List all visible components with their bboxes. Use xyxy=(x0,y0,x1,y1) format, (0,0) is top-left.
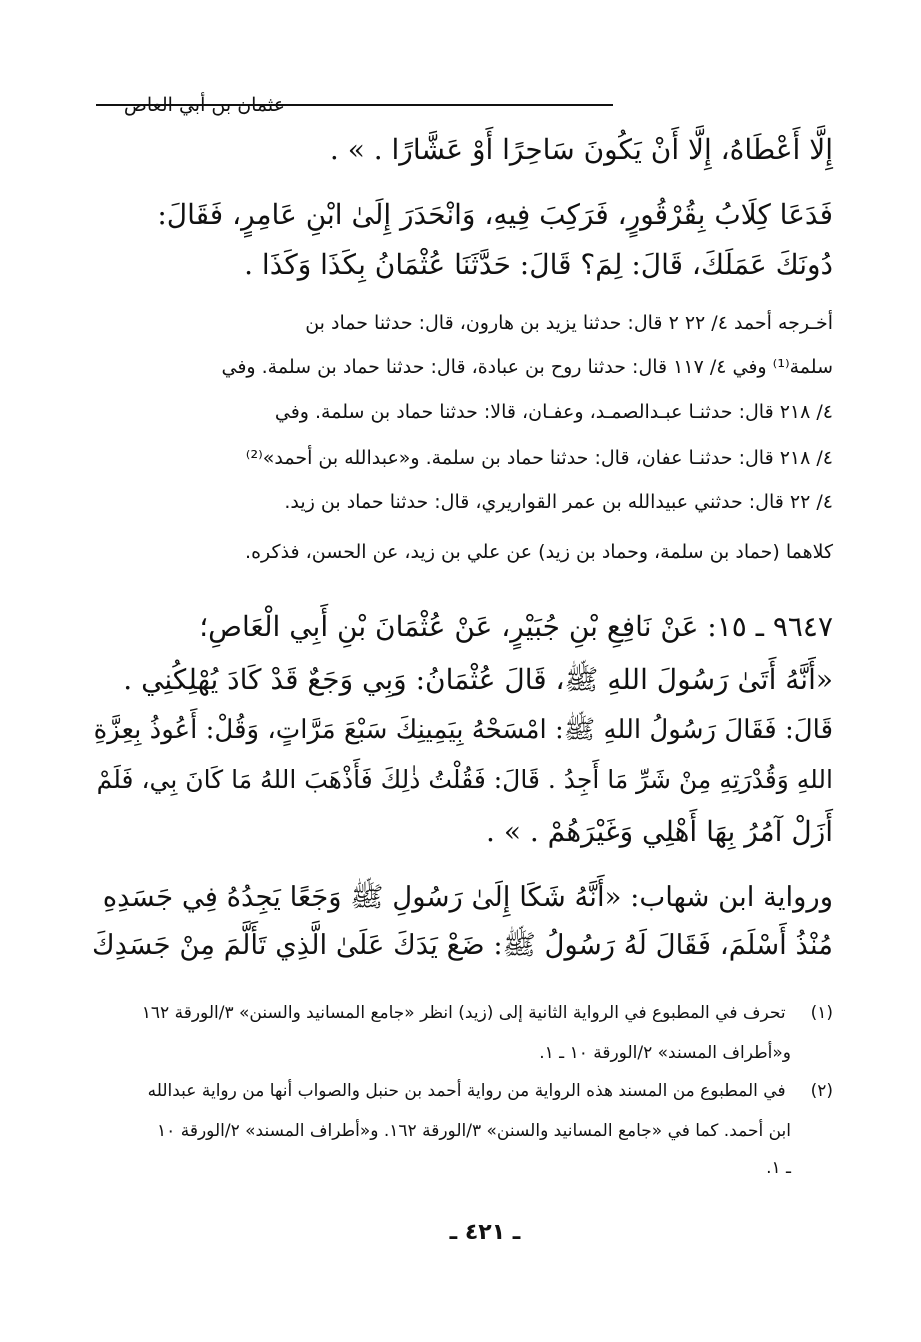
hadith-line: أَزَلْ آمُرُ بِهَا أَهْلِي وَغَيْرَهُمْ . » . xyxy=(486,815,833,848)
hadith-line: «أَنَّهُ أَتَىٰ رَسُولَ اللهِ ﷺ، قَالَ عُثْمَانُ: وَبِي وَجَعٌ قَدْ كَادَ يُهْلِكُنِي . xyxy=(123,663,833,696)
hadith-line: مُنْذُ أَسْلَمَ، فَقَالَ لَهُ رَسُولُ ﷺ: ضَعْ يَدَكَ عَلَىٰ الَّذِي تَأَلَّمَ مِنْ جَسَدِكَ xyxy=(91,929,833,961)
takhrij-line: كلاهما (حماد بن سلمة، وحماد بن زيد) عن علي بن زيد، عن الحسن، فذكره. xyxy=(245,541,833,563)
footnote-1-line xyxy=(88,1000,833,1026)
page-number: ـ ٤٢١ ـ xyxy=(449,1220,521,1245)
takhrij-line: سلمة⁽¹⁾ وفي ٤/ ١١٧ قال: حدثنا روح بن عبادة، قال: حدثنا حماد بن سلمة. وفي xyxy=(221,356,833,378)
running-header: عثمان بن أبي العاص xyxy=(123,94,285,116)
takhrij-line: ٤/ ٢١٨ قال: حدثنـا عفان، قال: حدثنا حماد بن سلمة. و«عبدالله بن أحمد»⁽²⁾ xyxy=(245,447,833,469)
footnote-2-marker: (٢) xyxy=(810,1081,833,1101)
takhrij-line: ٤/ ٢١٨ قال: حدثنـا عبـدالصمـد، وعفـان، قالا: حدثنا حماد بن سلمة. وفي xyxy=(274,401,833,423)
footnote-1-line: و«أطراف المسند» ٢/الورقة ١٠ ـ ١. xyxy=(539,1043,791,1063)
footnote-2-text: في المطبوع من المسند هذه الرواية من رواية أحمد بن حنبل والصواب أنها من رواية عبدالله xyxy=(147,1081,786,1101)
takhrij-line: ٤/ ٢٢ قال: حدثني عبيدالله بن عمر القواريري، قال: حدثنا حماد بن زيد. xyxy=(284,491,833,513)
footnote-2-line: ـ ١. xyxy=(766,1158,791,1178)
footnote-2-line: ابن أحمد. كما في «جامع المسانيد والسنن» ٣/الورقة ١٦٢. و«أطراف المسند» ٢/الورقة ١٠ xyxy=(157,1121,791,1141)
footnote-1-text: تحرف في المطبوع في الرواية الثانية إلى (زيد) انظر «جامع المسانيد والسنن» ٣/الورقة ١٦٢ xyxy=(141,1003,786,1023)
body-line: دُونَكَ عَمَلَكَ، قَالَ: لِمَ؟ قَالَ: حَدَّثَنَا عُثْمَانُ بِكَذَا وَكَذَا . xyxy=(244,248,833,281)
body-line: فَدَعَا كِلَابُ بِقُرْقُورٍ، فَرَكِبَ فِيهِ، وَانْحَدَرَ إِلَىٰ ابْنِ عَامِرٍ، فَقَالَ: xyxy=(157,198,833,231)
footnote-2-line xyxy=(88,1078,833,1104)
takhrij-line: أخـرجه أحمد ٤/ ٢٢ ٢ قال: حدثنا يزيد بن هارون، قال: حدثنا حماد بن xyxy=(305,312,833,334)
hadith-number-line: ٩٦٤٧ ـ ١٥: عَنْ نَافِعِ بْنِ جُبَيْرٍ، عَنْ عُثْمَانَ بْنِ أَبِي الْعَاصِ؛ xyxy=(199,610,833,643)
hadith-line: اللهِ وَقُدْرَتِهِ مِنْ شَرِّ مَا أَجِدُ . قَالَ: فَقُلْتُ ذٰلِكَ فَأَذْهَبَ اللهُ مَا كَانَ بِي، فَلَمْ xyxy=(96,765,833,794)
header-rule xyxy=(96,104,613,106)
hadith-line: قَالَ: فَقَالَ رَسُولُ اللهِ ﷺ: امْسَحْهُ بِيَمِينِكَ سَبْعَ مَرَّاتٍ، وَقُلْ: أَعُوذُ بِعِزَّةِ xyxy=(93,715,833,745)
hadith-line: ورواية ابن شهاب: «أَنَّهُ شَكَا إِلَىٰ رَسُولِ ﷺ وَجَعًا يَجِدُهُ فِي جَسَدِهِ xyxy=(102,881,833,913)
footnote-1-marker: (١) xyxy=(810,1003,833,1023)
body-line: إِلَّا أَعْطَاهُ، إِلَّا أَنْ يَكُونَ سَاحِرًا أَوْ عَشَّارًا . » . xyxy=(329,133,833,166)
